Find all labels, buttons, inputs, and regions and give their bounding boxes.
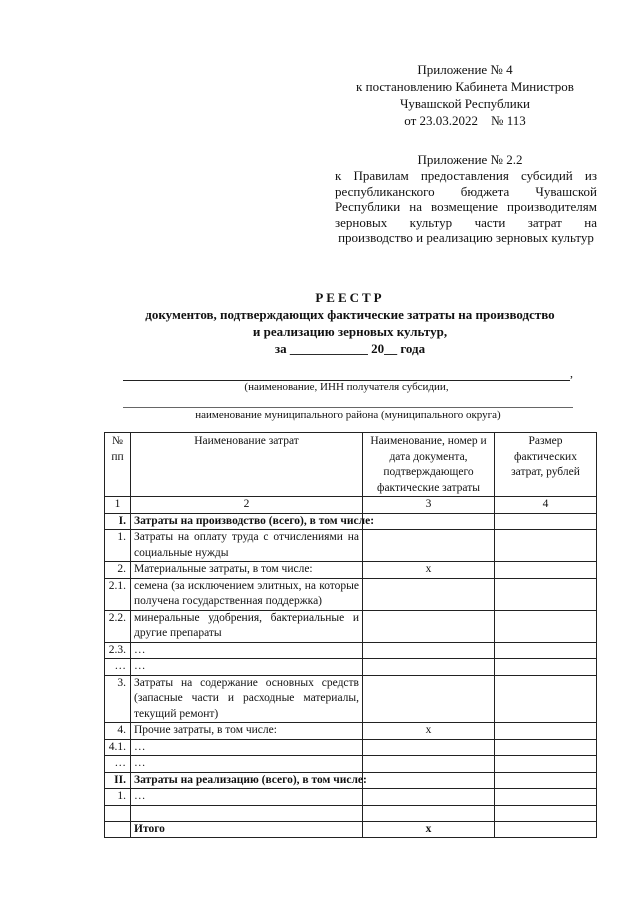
table-row	[105, 772, 597, 789]
row-amount	[495, 805, 597, 821]
row-document	[363, 578, 495, 610]
table-column-numbers	[105, 497, 597, 514]
header-cost-name: Наименование затрат	[131, 433, 363, 497]
row-document	[363, 772, 495, 789]
row-document	[363, 659, 495, 676]
row-document	[363, 739, 495, 756]
row-document	[363, 530, 495, 562]
row-amount	[495, 659, 597, 676]
row-cost-name: минеральные удобрения, бактериальные и другие препараты	[131, 610, 363, 642]
table-row	[105, 610, 597, 642]
row-cost-name: …	[131, 642, 363, 659]
row-cost-name: …	[131, 789, 363, 806]
row-amount	[495, 578, 597, 610]
row-number: I.	[105, 513, 131, 530]
table-row	[105, 789, 597, 806]
row-number: …	[105, 659, 131, 676]
row-amount	[495, 739, 597, 756]
row-amount	[495, 530, 597, 562]
header-document: Наименование, номер и дата документа, подтверждающего фактические затраты	[363, 433, 495, 497]
table-header-row	[105, 433, 597, 497]
title-line1: документов, подтверждающих фактические затраты на производство	[145, 307, 555, 322]
row-number	[105, 821, 131, 838]
row-number: 4.1.	[105, 739, 131, 756]
row-cost-name: Прочие затраты, в том числе:	[131, 723, 363, 740]
title-line2: и реализацию зерновых культур,	[252, 324, 448, 339]
row-amount	[495, 513, 597, 530]
col-number-3: 3	[363, 497, 495, 514]
row-amount	[495, 675, 597, 723]
table-row	[105, 675, 597, 723]
row-number: 4.	[105, 723, 131, 740]
annex-header	[330, 61, 600, 129]
table-row	[105, 578, 597, 610]
total-row	[105, 821, 597, 838]
annex2-title: Приложение № 2.2	[417, 152, 523, 167]
row-document	[363, 805, 495, 821]
annex2-body: к Правилам предоставления субсидий из республиканского бюджета Чувашской Республики на возмещение производителям зерновых культур части затрат на производство и реализацию зерновых культур	[335, 168, 597, 246]
row-document	[363, 513, 495, 530]
table-row	[105, 530, 597, 562]
row-number: 2.1.	[105, 578, 131, 610]
municipality-caption: наименование муниципального района (муниципального округа)	[195, 409, 501, 421]
annex-number: Приложение № 4	[417, 62, 513, 77]
row-document: x	[363, 562, 495, 579]
annex-resolution: к постановлению Кабинета Министров	[356, 79, 574, 94]
registry-table	[104, 432, 597, 838]
total-label: Итого	[131, 821, 363, 838]
row-document	[363, 675, 495, 723]
municipality-line	[123, 407, 573, 408]
table-row	[105, 723, 597, 740]
row-cost-name: Затраты на содержание основных средств (запасные части и расходные материалы, текущий ремонт)	[131, 675, 363, 723]
table-row	[105, 805, 597, 821]
row-number: …	[105, 756, 131, 773]
row-amount	[495, 789, 597, 806]
row-amount	[495, 821, 597, 838]
row-cost-name: …	[131, 739, 363, 756]
row-cost-name: Затраты на реализацию (всего), в том числе:	[131, 772, 363, 789]
row-document	[363, 610, 495, 642]
row-number	[105, 805, 131, 821]
title-period: за ____________ 20__ года	[274, 341, 426, 356]
row-cost-name: семена (за исключением элитных, на которые получена государственная поддержка)	[131, 578, 363, 610]
row-number: 2.	[105, 562, 131, 579]
table-row	[105, 513, 597, 530]
table-body	[105, 513, 597, 838]
row-amount	[495, 562, 597, 579]
row-cost-name: Затраты на оплату труда с отчислениями на социальные нужды	[131, 530, 363, 562]
row-document	[363, 642, 495, 659]
header-amount: Размер фактических затрат, рублей	[495, 433, 597, 497]
col-number-1: 1	[105, 497, 131, 514]
row-number: 1.	[105, 530, 131, 562]
row-number: 2.3.	[105, 642, 131, 659]
table-row	[105, 642, 597, 659]
title-reestr: РЕЕСТР	[315, 290, 385, 305]
col-number-2: 2	[131, 497, 363, 514]
table-row	[105, 739, 597, 756]
row-document: x	[363, 821, 495, 838]
recipient-comma: ,	[570, 366, 573, 380]
row-document: x	[363, 723, 495, 740]
row-document	[363, 756, 495, 773]
row-cost-name: Материальные затраты, в том числе:	[131, 562, 363, 579]
row-cost-name: Затраты на производство (всего), в том числе:	[131, 513, 363, 530]
table-row	[105, 659, 597, 676]
table-row	[105, 562, 597, 579]
row-number: 1.	[105, 789, 131, 806]
row-cost-name: …	[131, 756, 363, 773]
row-number: II.	[105, 772, 131, 789]
row-number: 2.2.	[105, 610, 131, 642]
row-amount	[495, 772, 597, 789]
row-cost-name	[131, 805, 363, 821]
row-amount	[495, 610, 597, 642]
row-amount	[495, 642, 597, 659]
row-amount	[495, 723, 597, 740]
annex-republic: Чувашской Республики	[399, 96, 531, 111]
row-document	[363, 789, 495, 806]
header-number: № пп	[105, 433, 131, 497]
table-row	[105, 756, 597, 773]
row-number: 3.	[105, 675, 131, 723]
col-number-4: 4	[495, 497, 597, 514]
row-amount	[495, 756, 597, 773]
row-cost-name: …	[131, 659, 363, 676]
annex-date: от 23.03.2022 № 113	[404, 113, 526, 128]
recipient-caption: (наименование, ИНН получателя субсидии,	[244, 381, 449, 393]
document-title	[80, 289, 620, 357]
